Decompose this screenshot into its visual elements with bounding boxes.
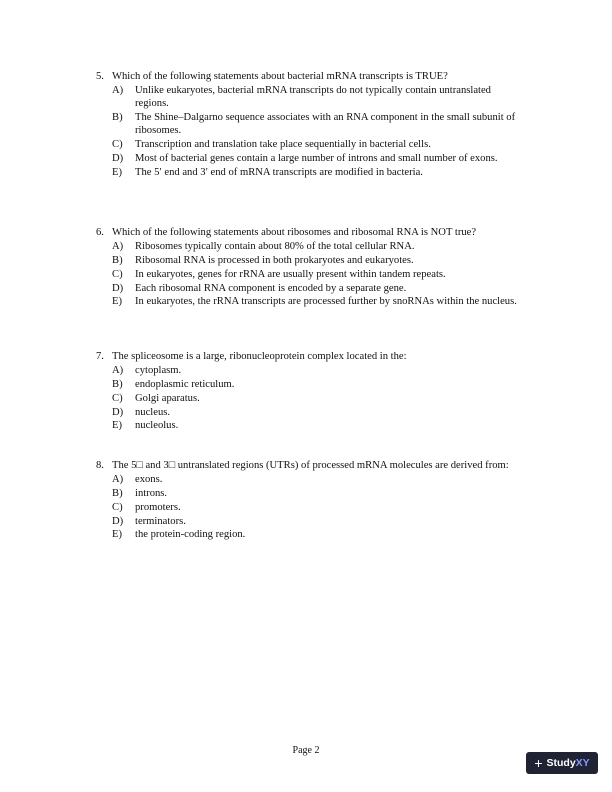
badge-accent-text: XY [575, 757, 590, 769]
choice-b [112, 487, 526, 500]
choice-d [112, 152, 526, 165]
studyxy-badge[interactable] [526, 752, 598, 774]
question-stem [96, 459, 526, 472]
choice-b [112, 378, 526, 391]
question-stem [96, 226, 526, 239]
choice-text: the protein-coding region. [135, 529, 246, 541]
choice-a [112, 84, 526, 110]
choice-b [112, 111, 526, 137]
question-stem [96, 350, 526, 363]
choice-letter: C) [112, 392, 123, 404]
choice-letter: D) [112, 153, 124, 164]
choice-d [112, 515, 526, 528]
choice-letter: C) [112, 501, 123, 513]
choice-text: In eukaryotes, the rRNA transcripts are processed further by snoRNAs within the nucleus. [135, 296, 517, 308]
choice-e [112, 166, 526, 179]
choice-text: Most of bacterial genes contain a large number of introns and small number of exons. [135, 153, 498, 164]
question-text: The spliceosome is a large, ribonucleoprotein complex located in the: [112, 351, 407, 362]
plus-icon: + [534, 755, 543, 771]
choice-letter: D) [112, 282, 124, 294]
question-number: 7. [96, 351, 104, 362]
question-number: 6. [96, 227, 104, 238]
choice-letter: C) [112, 268, 123, 280]
choice-a [112, 364, 526, 377]
choice-text: Golgi aparatus. [135, 392, 200, 404]
choice-text: cytoplasm. [135, 365, 182, 377]
choice-c [112, 268, 526, 281]
choice-c [112, 138, 526, 151]
badge-brand-text: Study [546, 757, 576, 769]
choice-text: Ribosomes typically contain about 80% of the total cellular RNA. [135, 241, 415, 253]
choice-letter: D) [112, 406, 124, 418]
choice-text: nucleus. [135, 406, 171, 418]
choice-text: exons. [135, 474, 163, 486]
question-text: The 5□ and 3□ untranslated regions (UTRs) of processed mRNA molecules are derived from: [112, 460, 509, 471]
choice-letter: A) [112, 241, 124, 253]
choice-letter: E) [112, 529, 122, 541]
page-number: Page 2 [292, 745, 320, 756]
choice-text: Each ribosomal RNA component is encoded by a separate gene. [135, 282, 407, 294]
choice-text: Ribosomal RNA is processed in both prokaryotes and eukaryotes. [135, 255, 414, 266]
choice-letter: E) [112, 420, 122, 432]
choice-b [112, 254, 526, 267]
answer-choices [96, 240, 526, 308]
choice-text: Unlike eukaryotes, bacterial mRNA transcripts do not typically contain untranslated regions. [135, 85, 491, 110]
choice-c [112, 501, 526, 514]
choice-text: Transcription and translation take place sequentially in bacterial cells. [135, 139, 431, 151]
choice-text: The Shine–Dalgarno sequence associates with an RNA component in the small subunit of ribosomes. [135, 112, 516, 137]
choice-text: terminators. [135, 515, 186, 527]
answer-choices [96, 84, 526, 179]
choice-letter: E) [112, 166, 122, 178]
choice-letter: A) [112, 85, 124, 97]
choice-d [112, 406, 526, 419]
question-stem [96, 70, 526, 83]
choice-letter: E) [112, 296, 122, 308]
question-8 [96, 459, 526, 542]
choice-letter: C) [112, 139, 123, 151]
choice-text: nucleolus. [135, 420, 179, 432]
choice-d [112, 282, 526, 295]
choice-text: promoters. [135, 501, 181, 513]
choice-e [112, 295, 526, 308]
choice-e [112, 528, 526, 541]
question-5 [96, 70, 526, 180]
choice-text: The 5′ end and 3′ end of mRNA transcripts are modified in bacteria. [135, 166, 423, 178]
choice-letter: B) [112, 379, 123, 390]
choice-a [112, 240, 526, 253]
question-6 [96, 226, 526, 309]
question-7 [96, 350, 526, 433]
choice-text: In eukaryotes, genes for rRNA are usually present within tandem repeats. [135, 268, 446, 280]
choice-letter: B) [112, 112, 123, 124]
choice-a [112, 473, 526, 486]
question-text: Which of the following statements about ribosomes and ribosomal RNA is NOT true? [112, 227, 477, 238]
choice-letter: B) [112, 255, 123, 266]
choice-letter: A) [112, 474, 124, 486]
choice-letter: A) [112, 365, 124, 377]
question-number: 8. [96, 460, 104, 471]
answer-choices [96, 473, 526, 541]
choice-text: introns. [135, 488, 168, 499]
choice-letter: B) [112, 488, 123, 499]
choice-text: endoplasmic reticulum. [135, 379, 235, 390]
answer-choices [96, 364, 526, 432]
question-number: 5. [96, 71, 104, 82]
choice-e [112, 419, 526, 432]
choice-letter: D) [112, 515, 124, 527]
choice-c [112, 392, 526, 405]
question-text: Which of the following statements about bacterial mRNA transcripts is TRUE? [112, 71, 448, 82]
